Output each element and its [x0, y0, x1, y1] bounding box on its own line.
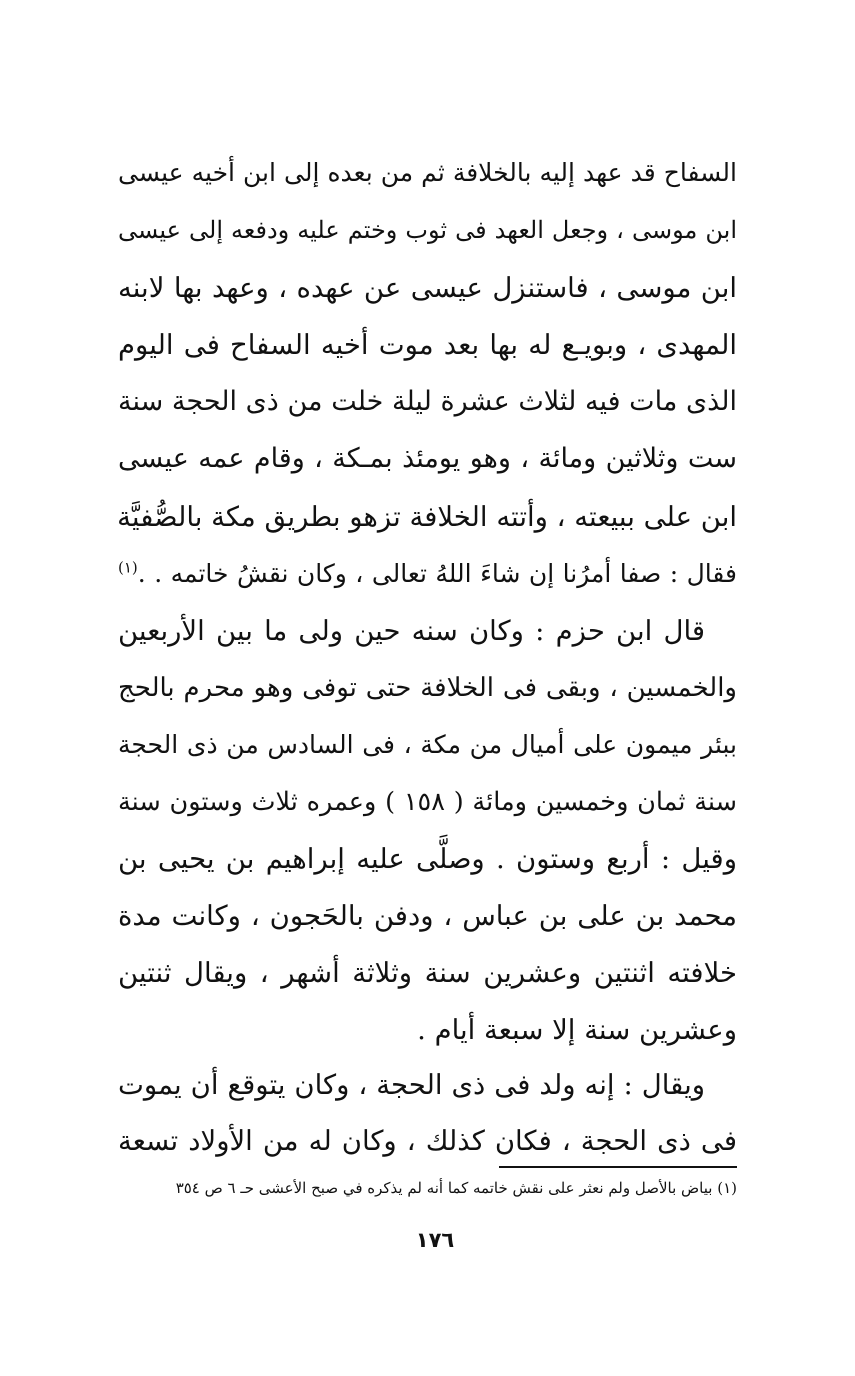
body-line-7: ابن على ببيعته ، وأتته الخلافة تزهو بطريق مكة بالصُّفيَّة [117, 501, 737, 533]
body-line-1: السفاح قد عهد إليه بالخلافة ثم من بعده إلى ابن أخيه عيسى [118, 158, 737, 187]
body-line-16: وعشرين سنة إلا سبعة أيام . [417, 1014, 737, 1046]
body-line-12: سنة ثمان وخمسين ومائة ( ١٥٨ ) وعمره ثلاث وستون سنة [118, 787, 737, 817]
body-line-18: فى ذى الحجة ، فكان كذلك ، وكان له من الأولاد تسعة [118, 1125, 737, 1157]
body-line-11: ببئر ميمون على أميال من مكة ، فى السادس من ذى الحجة [118, 730, 737, 759]
body-line-8-text: فقال : صفا أمرُنا إن شاءَ اللهُ تعالى ، وكان نقشُ خاتمه . . [137, 559, 737, 588]
footnote: (١) بياض بالأصل ولم نعثر على نقش خاتمه كما أنه لم يذكره في صبح الأعشى حـ ٦ ص ٣٥٤ [175, 1179, 737, 1197]
body-line-10: والخمسين ، وبقى فى الخلافة حتى توفى وهو محرم بالحج [118, 673, 737, 703]
body-line-8 [118, 545, 737, 603]
body-line-6: ست وثلاثين ومائة ، وهو يومئذ بمـكة ، وقام عمه عيسى [118, 443, 737, 474]
page-number: ١٧٦ [415, 1228, 455, 1252]
body-line-2: ابن موسى ، وجعل العهد فى ثوب وختم عليه ودفعه إلى عيسى [118, 216, 737, 244]
body-line-14: محمد بن على بن عباس ، ودفن بالحَجون ، وكانت مدة [118, 900, 737, 932]
body-line-15: خلافته اثنتين وعشرين سنة وثلاثة أشهر ، ويقال ثنتين [118, 957, 737, 989]
body-line-17: ويقال : إنه ولد فى ذى الحجة ، وكان يتوقع أن يموت [118, 1069, 705, 1101]
body-line-4: المهدى ، وبويـع له بها بعد موت أخيه السفاح فى اليوم [118, 329, 737, 361]
body-line-9: قال ابن حزم : وكان سنه حين ولى ما بين الأربعين [118, 615, 705, 647]
footnote-separator [499, 1166, 737, 1168]
body-line-5: الذى مات فيه لثلاث عشرة ليلة خلت من ذى الحجة سنة [118, 386, 737, 417]
body-line-13: وقيل : أربع وستون . وصلَّى عليه إبراهيم بن يحيى بن [118, 843, 737, 875]
footnote-reference: (١) [118, 558, 138, 577]
body-line-3: ابن موسى ، فاستنزل عيسى عن عهده ، وعهد بها لابنه [118, 272, 737, 304]
